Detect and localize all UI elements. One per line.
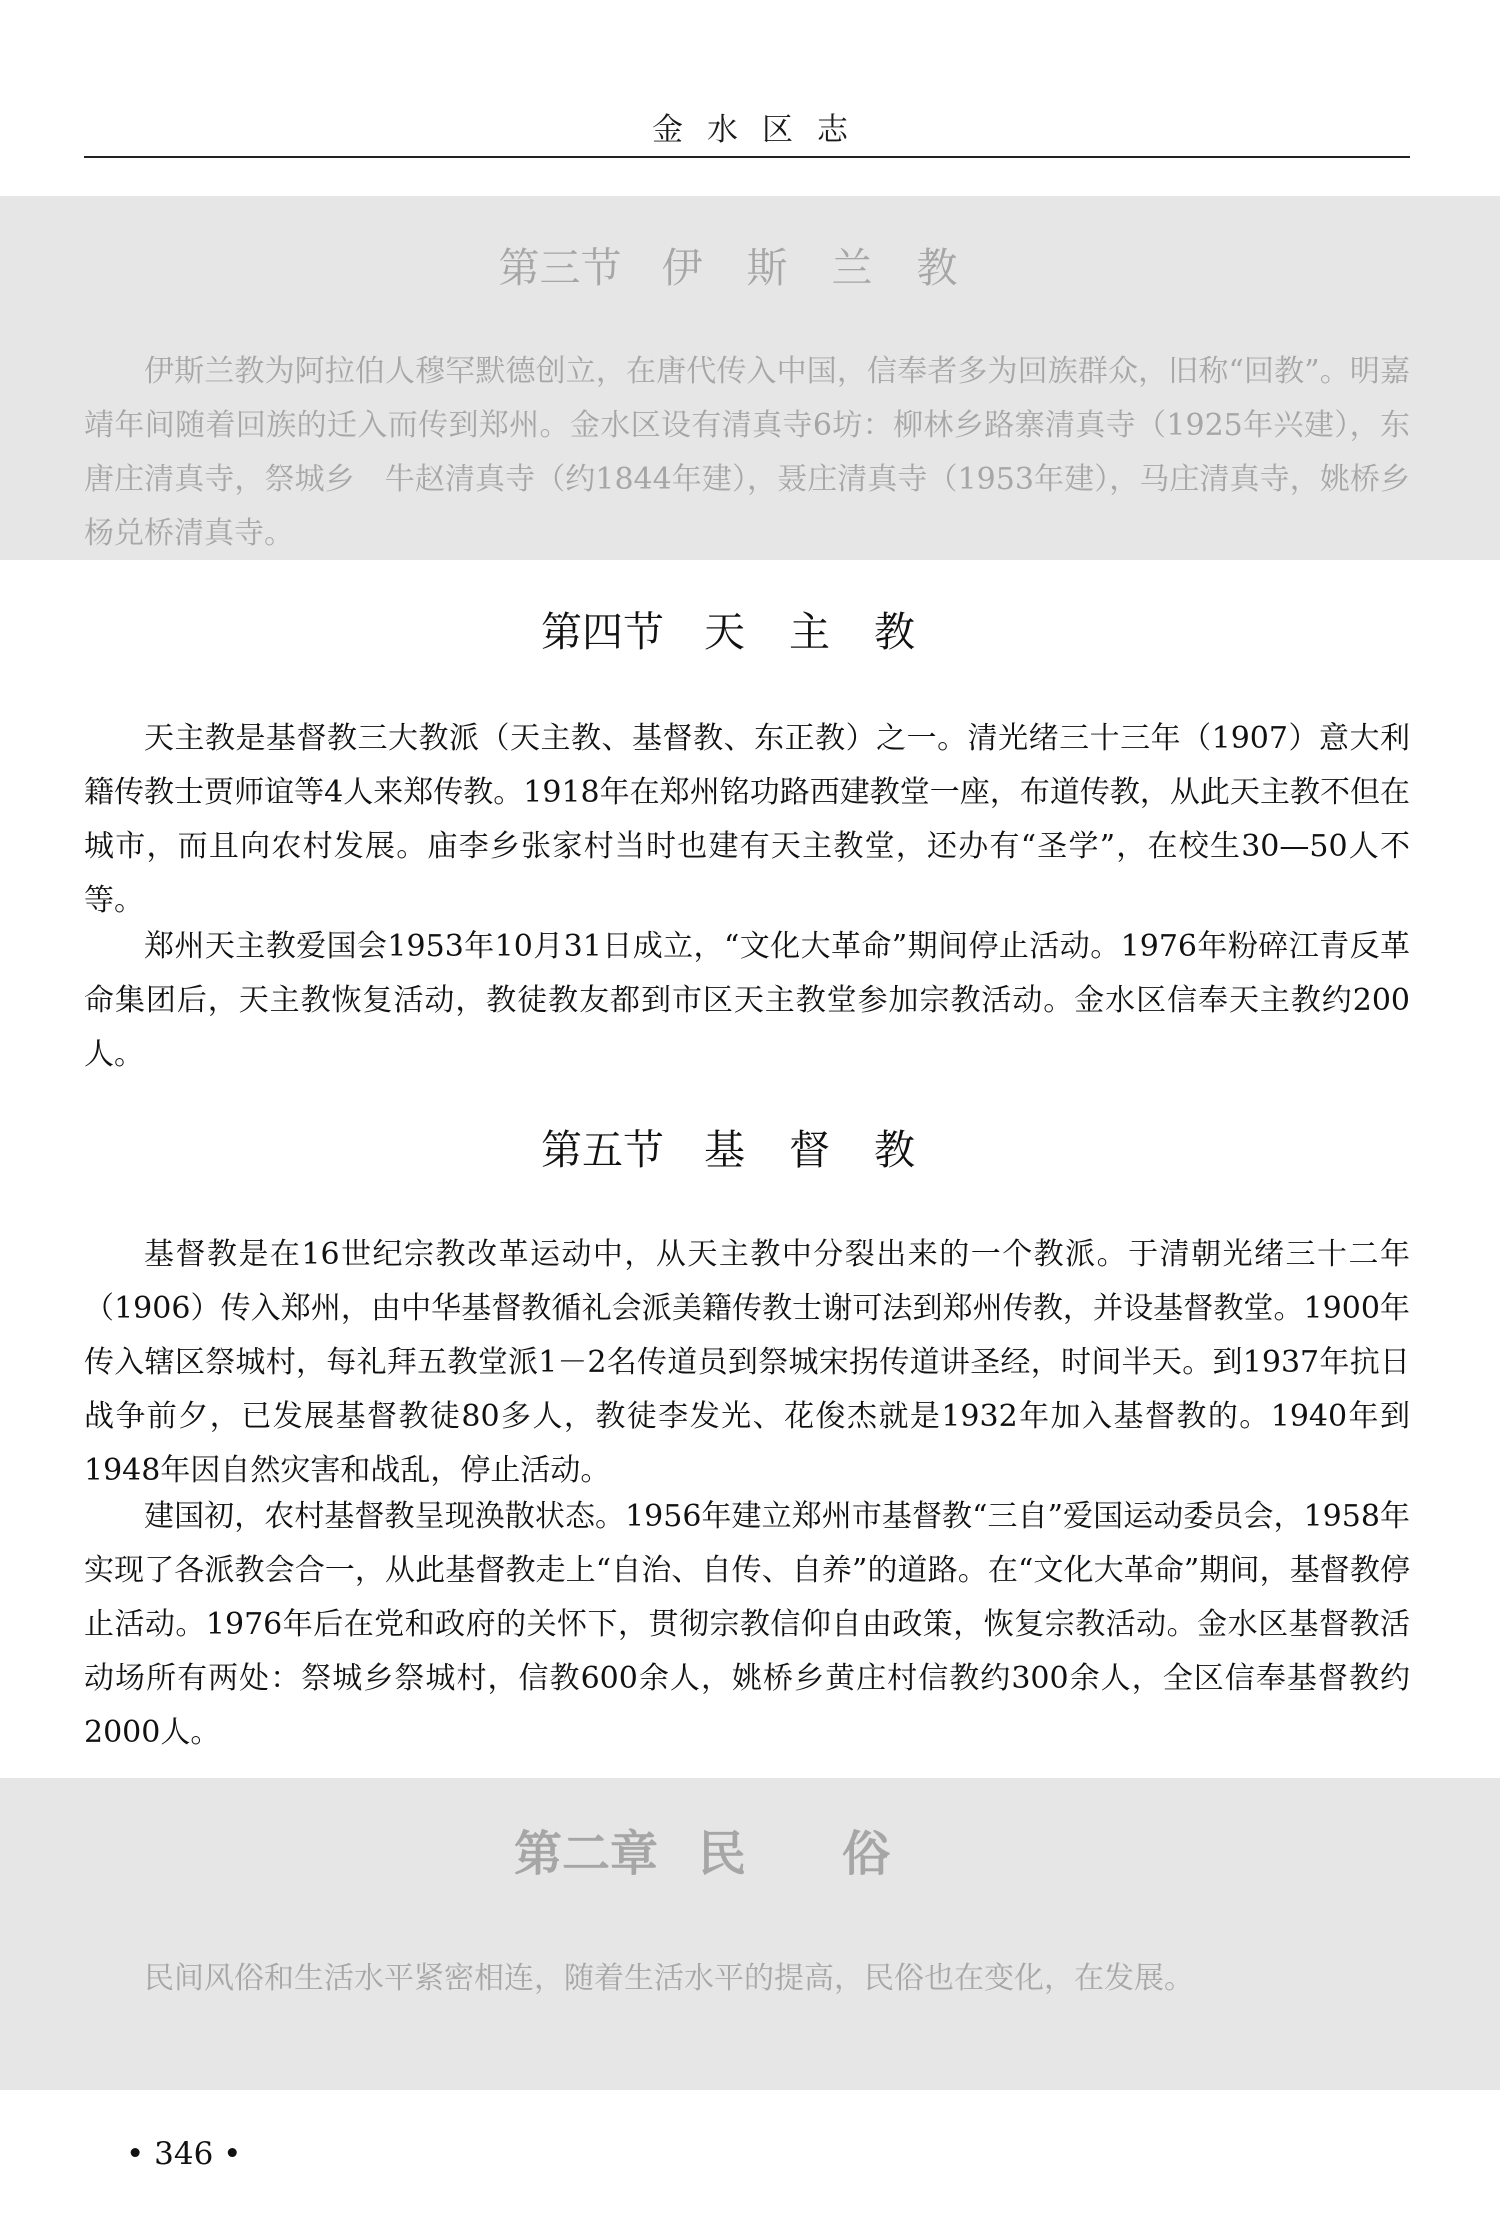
header-rule: [84, 156, 1410, 158]
section-title-catholic: [0, 608, 1500, 656]
section-number: 第四节: [541, 608, 664, 656]
section-title-protestant: [0, 1126, 1500, 1174]
paragraph-protestant-1: 基督教是在16世纪宗教改革运动中，从天主教中分裂出来的一个教派。于清朝光绪三十二年（1906）传入郑州，由中华基督教循礼会派美籍传教士谢可法到郑州传教，并设基督教堂。1900年传入辖区祭城村，每礼拜五教堂派1－2名传道员到祭城宋拐传道讲圣经，时间半天。到1937年抗日战争前夕，已发展基督教徒80多人，教徒李发光、花俊杰就是1932年加入基督教的。1940年到1948年因自然灾害和战乱，停止活动。: [84, 1237, 1410, 1488]
section-name: 基督教: [704, 1126, 959, 1174]
section-number: 第三节: [498, 244, 622, 292]
section-number: 第五节: [541, 1126, 664, 1174]
paragraph-catholic-1: 天主教是基督教三大教派（天主教、基督教、东正教）之一。清光绪三十三年（1907）意大利籍传教士贾师谊等4人来郑传教。1918年在郑州铭功路西建教堂一座，布道传教，从此天主教不但在城市，而且向农村发展。庙李乡张家村当时也建有天主教堂，还办有“圣学”，在校生30—50人不等。: [84, 721, 1410, 918]
chapter-number: 第二章: [513, 1826, 658, 1882]
section-name: 伊斯兰教: [661, 244, 1002, 292]
faded-chapter-band: [0, 1778, 1500, 2090]
chapter-name: 民俗: [698, 1826, 987, 1882]
paragraph-protestant-2: 建国初，农村基督教呈现涣散状态。1956年建立郑州市基督教“三自”爱国运动委员会，1958年实现了各派教会合一，从此基督教走上“自治、自传、自养”的道路。在“文化大革命”期间，基督教停止活动。1976年后在党和政府的关怀下，贯彻宗教信仰自由政策，恢复宗教活动。金水区基督教活动场所有两处：祭城乡祭城村，信教600余人，姚桥乡黄庄村信教约300余人，全区信奉基督教约2000人。: [84, 1499, 1410, 1750]
chapter-title: [0, 1826, 1500, 1882]
running-header: 金水区志: [652, 112, 872, 148]
chapter-intro: 民间风俗和生活水平紧密相连，随着生活水平的提高，民俗也在变化，在发展。: [144, 1961, 1194, 1996]
section-name: 天主教: [704, 608, 959, 656]
page-number: • 346 •: [126, 2136, 242, 2172]
paragraph-islam: 伊斯兰教为阿拉伯人穆罕默德创立，在唐代传入中国，信奉者多为回族群众，旧称“回教”。明嘉靖年间随着回族的迁入而传到郑州。金水区设有清真寺6坊：柳林乡路寨清真寺（1925年兴建），东唐庄清真寺，祭城乡 牛赵清真寺（约1844年建），聂庄清真寺（1953年建），马庄清真寺，姚桥乡杨兑桥清真寺。: [84, 354, 1410, 551]
paragraph-catholic-2: 郑州天主教爱国会1953年10月31日成立，“文化大革命”期间停止活动。1976年粉碎江青反革命集团后，天主教恢复活动，教徒教友都到市区天主教堂参加宗教活动。金水区信奉天主教约200人。: [84, 929, 1410, 1072]
section-title-islam: [0, 244, 1500, 292]
